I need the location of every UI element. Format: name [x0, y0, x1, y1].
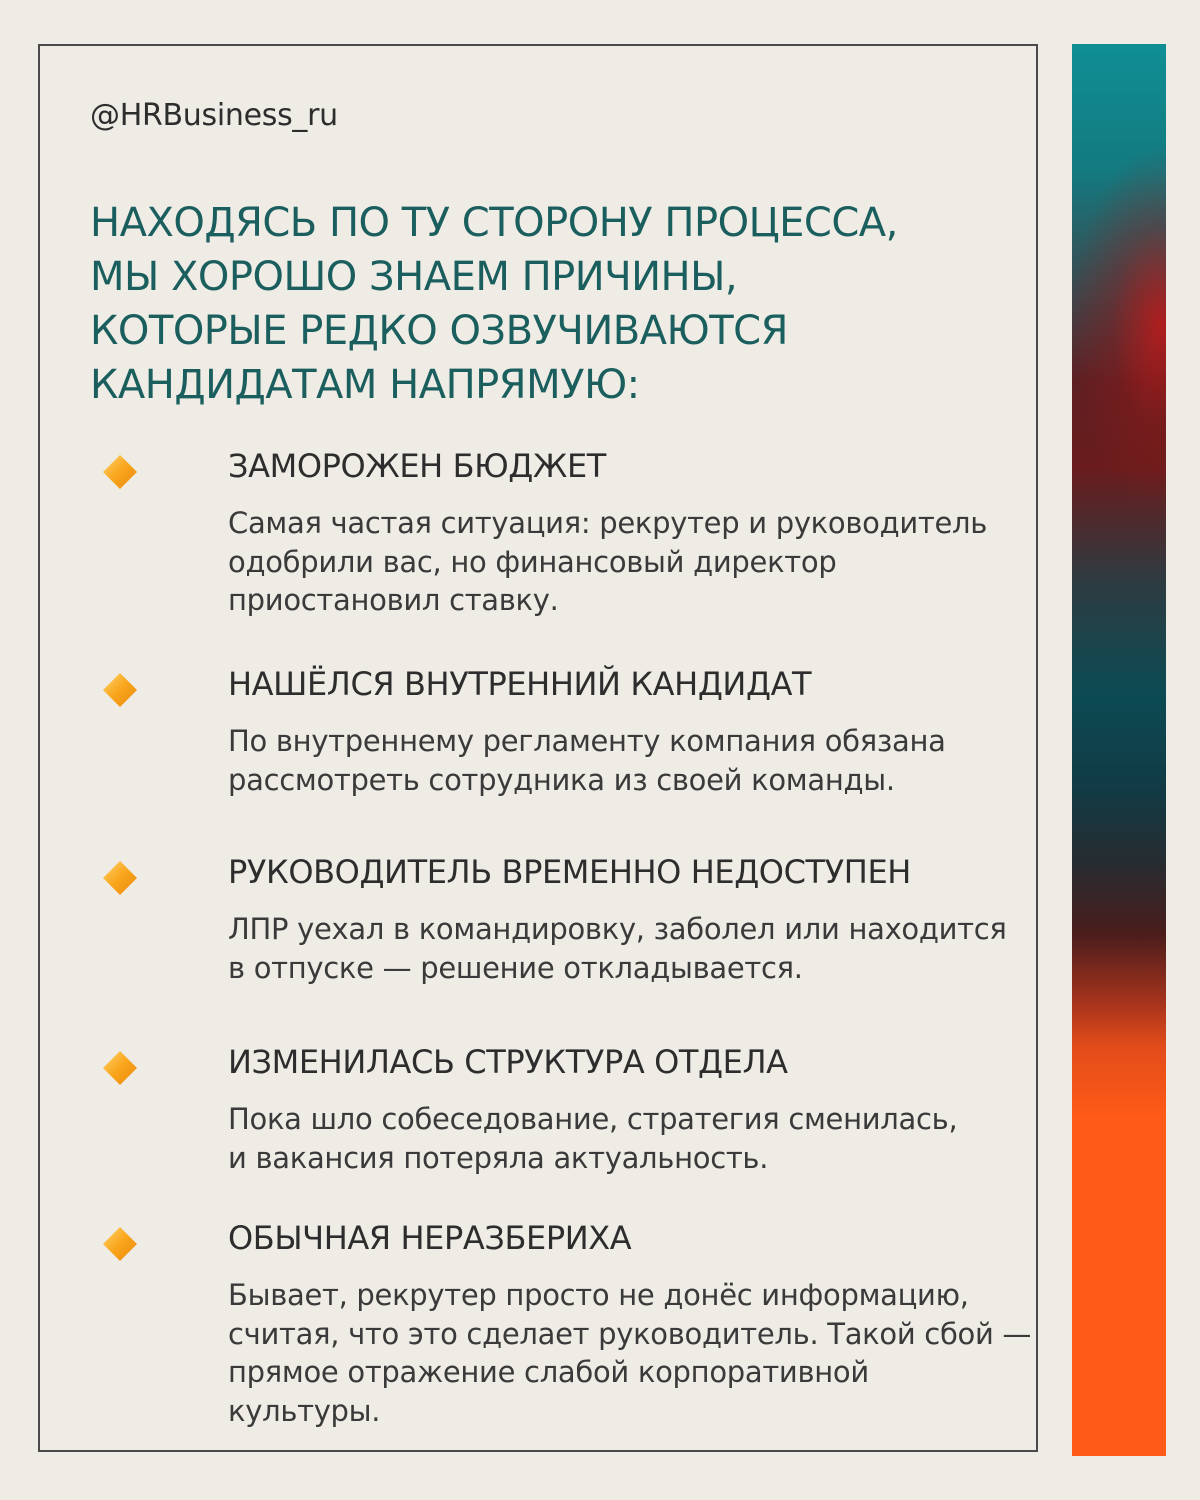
description-line: одобрили вас, но финансовый директор [228, 544, 837, 579]
description-line: рассмотреть сотрудника из своей команды. [228, 762, 895, 797]
gradient-side-bar [1072, 44, 1166, 1456]
headline-line: МЫ ХОРОШО ЗНАЕМ ПРИЧИНЫ, [90, 254, 738, 300]
headline-line: НАХОДЯСЬ ПО ТУ СТОРОНУ ПРОЦЕССА, [90, 200, 898, 246]
reason-description [228, 504, 1048, 620]
description-line: Пока шло собеседование, стратегия сменилась, [228, 1102, 958, 1136]
description-line: Самая частая ситуация: рекрутер и руководитель [228, 506, 988, 540]
reason-title: ИЗМЕНИЛАСЬ СТРУКТУРА ОТДЕЛА [228, 1043, 788, 1081]
account-handle: @HRBusiness_ru [90, 98, 338, 133]
description-line: приостановил ставку. [228, 583, 559, 617]
orange-diamond-icon [102, 860, 138, 896]
headline-line: КАНДИДАТАМ НАПРЯМУЮ: [90, 362, 640, 408]
orange-diamond-icon [102, 672, 138, 708]
description-line: Бывает, рекрутер просто не донёс информацию, [228, 1278, 969, 1312]
reason-description [228, 1100, 1048, 1177]
description-line: ЛПР уехал в командировку, заболел или находится [228, 912, 1007, 946]
reason-title: ОБЫЧНАЯ НЕРАЗБЕРИХА [228, 1219, 632, 1257]
content-card [38, 44, 1038, 1452]
description-line: в отпуске — решение откладывается. [228, 950, 803, 985]
reason-title: РУКОВОДИТЕЛЬ ВРЕМЕННО НЕДОСТУПЕН [228, 853, 911, 891]
orange-diamond-icon [102, 1226, 138, 1262]
reason-description [228, 910, 1048, 987]
headline-line: КОТОРЫЕ РЕДКО ОЗВУЧИВАЮТСЯ [90, 308, 788, 354]
description-line: По внутреннему регламенту компания обязана [228, 724, 946, 758]
description-line: прямое отражение слабой корпоративной [228, 1355, 869, 1389]
reason-description [228, 1276, 1048, 1430]
description-line: считая, что это сделает руководитель. Такой сбой — [228, 1316, 1032, 1351]
description-line: и вакансия потеряла актуальность. [228, 1140, 769, 1175]
headline [90, 196, 990, 412]
reason-description [228, 722, 1048, 799]
reason-title: НАШЁЛСЯ ВНУТРЕННИЙ КАНДИДАТ [228, 665, 812, 703]
orange-diamond-icon [102, 1050, 138, 1086]
orange-diamond-icon [102, 454, 138, 490]
reason-title: ЗАМОРОЖЕН БЮДЖЕТ [228, 447, 606, 485]
description-line: культуры. [228, 1393, 381, 1428]
